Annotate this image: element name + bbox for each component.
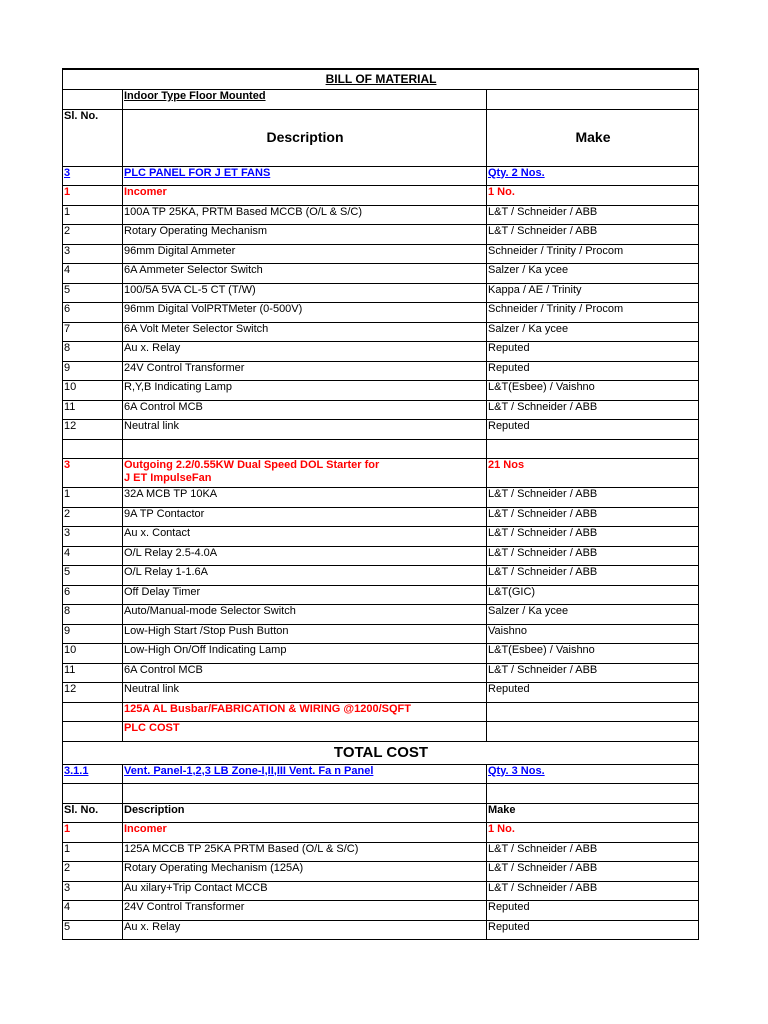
table-row [63,400,699,420]
table-row [63,644,699,664]
outgoing-title [123,459,487,488]
busbar-label: 125A AL Busbar/FABRICATION & WIRING @1200/SQFT [123,702,487,722]
row-make: Reputed [487,920,699,940]
table-row [63,342,699,362]
row-make: Reputed [487,901,699,921]
table-row [63,862,699,882]
row-sl: 2 [63,507,123,527]
header-description: Description [123,109,487,166]
row-description: Low-High On/Off Indicating Lamp [123,644,487,664]
table-row [63,920,699,940]
section2-header-description: Description [123,803,487,823]
row-sl: 4 [63,264,123,284]
row-description: O/L Relay 2.5-4.0A [123,546,487,566]
row-sl: 5 [63,566,123,586]
row-description: 32A MCB TP 10KA [123,488,487,508]
row-make: L&T(GIC) [487,585,699,605]
row-description: Neutral link [123,420,487,440]
row-make: L&T / Schneider / ABB [487,225,699,245]
row-sl: 1 [63,842,123,862]
incomer-label: Incomer [123,186,487,206]
table-row [63,244,699,264]
plc-cost-row [63,722,699,742]
row-make: Reputed [487,361,699,381]
table-row [63,303,699,323]
table-row [63,683,699,703]
row-description: 6A Volt Meter Selector Switch [123,322,487,342]
row-sl: 5 [63,283,123,303]
section2-incomer-number: 1 [63,823,123,843]
row-sl: 8 [63,342,123,362]
row-description: Au x. Contact [123,527,487,547]
row-sl: 3 [63,881,123,901]
row-make: Reputed [487,342,699,362]
table-row [63,901,699,921]
row-make: Reputed [487,420,699,440]
row-sl: 8 [63,605,123,625]
row-make: L&T / Schneider / ABB [487,566,699,586]
row-sl: 6 [63,303,123,323]
table-row [63,663,699,683]
row-sl: 1 [63,488,123,508]
row-description: 125A MCCB TP 25KA PRTM Based (O/L & S/C) [123,842,487,862]
row-description: 96mm Digital VolPRTMeter (0-500V) [123,303,487,323]
table-row [63,420,699,440]
row-make: L&T / Schneider / ABB [487,546,699,566]
row-sl: 12 [63,683,123,703]
table-row [63,322,699,342]
row-sl: 1 [63,205,123,225]
row-description: 24V Control Transformer [123,901,487,921]
row-sl: 9 [63,361,123,381]
row-description: Auto/Manual-mode Selector Switch [123,605,487,625]
section-qty: Qty. 2 Nos. [487,166,699,186]
row-make: L&T / Schneider / ABB [487,488,699,508]
table-row [63,624,699,644]
total-cost-label: TOTAL COST [63,741,699,764]
section2-incomer-row [63,823,699,843]
row-sl: 10 [63,381,123,401]
table-row [63,225,699,245]
row-sl: 12 [63,420,123,440]
table-row [63,527,699,547]
table-row [63,881,699,901]
row-description: 9A TP Contactor [123,507,487,527]
outgoing-row [63,459,699,488]
subtitle-row [63,90,699,110]
table-row [63,264,699,284]
table-row [63,381,699,401]
row-sl: 10 [63,644,123,664]
incomer-number: 1 [63,186,123,206]
row-sl: 7 [63,322,123,342]
section2-incomer-qty: 1 No. [487,823,699,843]
outgoing-qty: 21 Nos [487,459,699,488]
row-make: Schneider / Trinity / Procom [487,303,699,323]
row-description: Au xilary+Trip Contact MCCB [123,881,487,901]
section-title: PLC PANEL FOR J ET FANS [123,166,487,186]
row-sl: 4 [63,901,123,921]
subtitle: Indoor Type Floor Mounted [123,90,487,110]
row-make: Kappa / AE / Trinity [487,283,699,303]
row-description: Off Delay Timer [123,585,487,605]
table-row [63,605,699,625]
row-sl: 3 [63,527,123,547]
row-make: Vaishno [487,624,699,644]
row-sl: 6 [63,585,123,605]
table-row [63,283,699,303]
table-row [63,205,699,225]
busbar-row [63,702,699,722]
section2-incomer-label: Incomer [123,823,487,843]
row-sl: 3 [63,244,123,264]
table-row [63,546,699,566]
page-title: BILL OF MATERIAL [63,69,699,90]
row-description: Rotary Operating Mechanism [123,225,487,245]
row-description: Au x. Relay [123,342,487,362]
row-description: 6A Control MCB [123,663,487,683]
row-make: Salzer / Ka ycee [487,605,699,625]
table-row [63,566,699,586]
row-sl: 4 [63,546,123,566]
incomer-qty: 1 No. [487,186,699,206]
section-row [63,166,699,186]
blank-row [63,784,699,804]
table-row [63,488,699,508]
row-description: 100/5A 5VA CL-5 CT (T/W) [123,283,487,303]
row-make: L&T(Esbee) / Vaishno [487,381,699,401]
outgoing-line-1: Outgoing 2.2/0.55KW Dual Speed DOL Starter for [124,459,380,471]
row-description: R,Y,B Indicating Lamp [123,381,487,401]
row-make: Reputed [487,683,699,703]
incomer-row [63,186,699,206]
row-make: Salzer / Ka ycee [487,322,699,342]
bom-table [62,68,699,940]
row-make: L&T / Schneider / ABB [487,400,699,420]
header-row [63,109,699,166]
section2-title: Vent. Panel-1,2,3 LB Zone-I,II,III Vent. Fa n Panel [123,764,487,784]
outgoing-line-2: J ET ImpulseFan [124,472,212,484]
section2-row [63,764,699,784]
row-description: 24V Control Transformer [123,361,487,381]
section-number: 3 [63,166,123,186]
table-row [63,842,699,862]
row-description: Rotary Operating Mechanism (125A) [123,862,487,882]
row-make: Salzer / Ka ycee [487,264,699,284]
bill-of-material-sheet [62,68,698,940]
row-make: L&T / Schneider / ABB [487,881,699,901]
title-row [63,69,699,90]
row-make: Schneider / Trinity / Procom [487,244,699,264]
row-description: 100A TP 25KA, PRTM Based MCCB (O/L & S/C) [123,205,487,225]
row-sl: 2 [63,862,123,882]
row-make: L&T / Schneider / ABB [487,663,699,683]
row-make: L&T / Schneider / ABB [487,527,699,547]
row-description: 6A Ammeter Selector Switch [123,264,487,284]
row-description: 96mm Digital Ammeter [123,244,487,264]
row-make: L&T / Schneider / ABB [487,205,699,225]
outgoing-number: 3 [63,459,123,488]
section2-header-sl: Sl. No. [63,803,123,823]
blank-row [63,439,699,459]
header-make: Make [487,109,699,166]
row-sl: 9 [63,624,123,644]
header-sl: Sl. No. [63,109,123,166]
total-cost-row [63,741,699,764]
row-sl: 11 [63,400,123,420]
row-description: Low-High Start /Stop Push Button [123,624,487,644]
row-sl: 2 [63,225,123,245]
row-make: L&T / Schneider / ABB [487,842,699,862]
row-description: Au x. Relay [123,920,487,940]
table-row [63,507,699,527]
section2-header-row [63,803,699,823]
row-make: L&T / Schneider / ABB [487,862,699,882]
section2-qty: Qty. 3 Nos. [487,764,699,784]
section2-header-make: Make [487,803,699,823]
row-sl: 5 [63,920,123,940]
section2-number: 3.1.1 [63,764,123,784]
row-make: L&T / Schneider / ABB [487,507,699,527]
plc-cost-label: PLC COST [123,722,487,742]
row-description: 6A Control MCB [123,400,487,420]
row-description: Neutral link [123,683,487,703]
row-make: L&T(Esbee) / Vaishno [487,644,699,664]
row-sl: 11 [63,663,123,683]
table-row [63,361,699,381]
table-row [63,585,699,605]
row-description: O/L Relay 1-1.6A [123,566,487,586]
